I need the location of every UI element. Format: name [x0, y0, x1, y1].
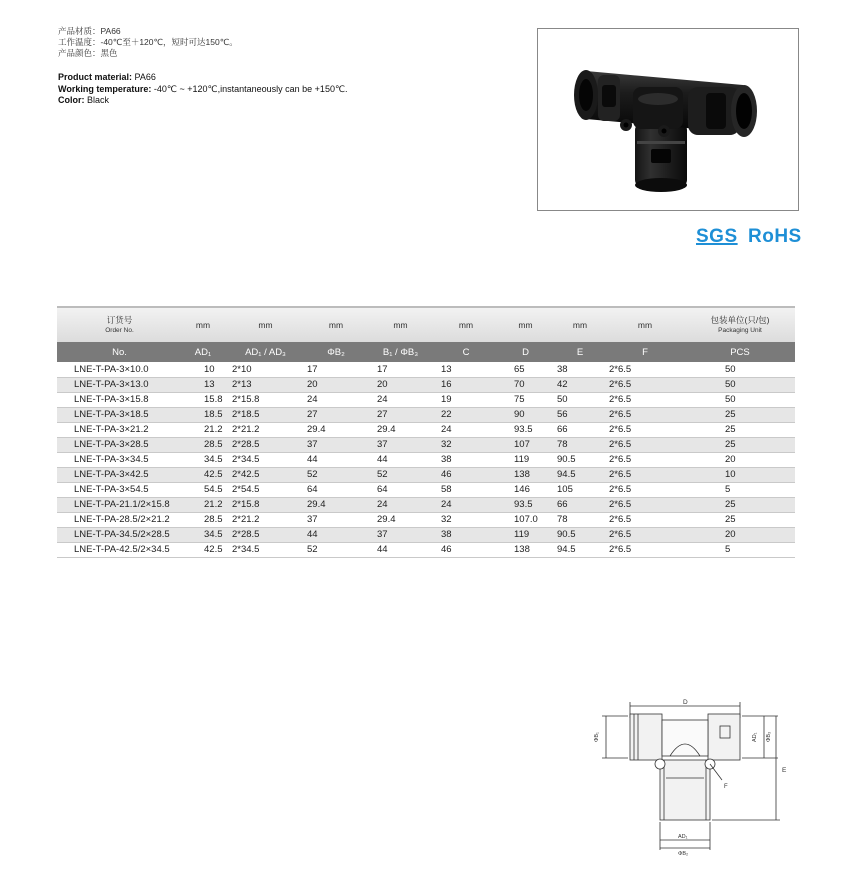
table-cell: 28.5	[182, 437, 224, 452]
table-cell: 19	[436, 392, 496, 407]
unit-cell: mm	[307, 307, 365, 342]
table-cell: 119	[496, 527, 555, 542]
black-tee-connector-photo-icon	[538, 29, 798, 210]
tee-dimension-drawing	[580, 698, 800, 858]
table-cell: LNE-T-PA-42.5/2×34.5	[57, 542, 182, 557]
table-cell: 2*6.5	[605, 482, 685, 497]
table-cell: 37	[307, 437, 365, 452]
column-header: C	[436, 342, 496, 362]
table-cell: 107	[496, 437, 555, 452]
table-cell: 25	[685, 407, 795, 422]
table-cell: 29.4	[365, 422, 436, 437]
column-header: B₁ / ΦB₃	[365, 342, 436, 362]
table-cell: 25	[685, 422, 795, 437]
table-cell: 37	[307, 512, 365, 527]
column-header: AD₁ / AD₃	[224, 342, 307, 362]
unit-header-row	[57, 307, 795, 342]
table-row	[57, 467, 795, 482]
order-header-cn: 订货号	[106, 314, 133, 325]
dim-label-b2: ΦB₂	[678, 851, 689, 857]
unit-cell: mm	[436, 307, 496, 342]
table-cell: 65	[496, 362, 555, 377]
packaging-header-en: Packaging Unit	[718, 326, 762, 334]
table-cell: 75	[496, 392, 555, 407]
table-cell: 90.5	[555, 527, 605, 542]
table-cell: 10	[182, 362, 224, 377]
order-header	[57, 307, 182, 342]
table-cell: 29.4	[307, 497, 365, 512]
table-cell: 34.5	[182, 527, 224, 542]
material-value: PA66	[132, 72, 156, 82]
table-cell: 138	[496, 542, 555, 557]
column-header: AD₁	[182, 342, 224, 362]
table-cell: 13	[182, 377, 224, 392]
material-label: Product material:	[58, 72, 133, 82]
table-cell: 2*21.2	[224, 512, 307, 527]
table-cell: 2*6.5	[605, 512, 685, 527]
table-cell: 2*6.5	[605, 422, 685, 437]
table-cell: 20	[307, 377, 365, 392]
table-cell: 46	[436, 542, 496, 557]
tee-dimension-drawing-icon	[580, 698, 800, 858]
table-cell: 32	[436, 437, 496, 452]
material-en	[58, 72, 348, 84]
table-cell: 2*6.5	[605, 362, 685, 377]
table-cell: 44	[307, 452, 365, 467]
table-cell: 24	[436, 422, 496, 437]
table-cell: 21.2	[182, 422, 224, 437]
table-cell: 25	[685, 512, 795, 527]
table-row	[57, 407, 795, 422]
table-cell: 24	[307, 392, 365, 407]
table-cell: 20	[685, 452, 795, 467]
table-cell: 34.5	[182, 452, 224, 467]
table-cell: 50	[555, 392, 605, 407]
unit-cell: mm	[182, 307, 224, 342]
table-cell: LNE-T-PA-34.5/2×28.5	[57, 527, 182, 542]
order-header-en: Order No.	[105, 326, 134, 334]
dim-label-ad1: AD₁	[752, 732, 758, 742]
temperature-en	[58, 84, 348, 96]
dim-label-b1: ΦB₁	[594, 732, 600, 742]
table-cell: 22	[436, 407, 496, 422]
table-cell: 138	[496, 467, 555, 482]
table-cell: 2*6.5	[605, 407, 685, 422]
table-cell: 25	[685, 437, 795, 452]
table-cell: 107.0	[496, 512, 555, 527]
table-cell: 27	[307, 407, 365, 422]
table-cell: 25	[685, 497, 795, 512]
table-cell: 119	[496, 452, 555, 467]
table-cell: 17	[307, 362, 365, 377]
table-cell: LNE-T-PA-3×10.0	[57, 362, 182, 377]
table-cell: 2*15.8	[224, 392, 307, 407]
material-cn: 产品材质：PA66	[58, 26, 121, 36]
table-row	[57, 482, 795, 497]
table-cell: 24	[436, 497, 496, 512]
temperature-label: Working temperature:	[58, 83, 152, 94]
table-row	[57, 422, 795, 437]
table-cell: 2*6.5	[605, 542, 685, 557]
unit-cell: mm	[224, 307, 307, 342]
table-row	[57, 362, 795, 377]
unit-cell: mm	[496, 307, 555, 342]
table-cell: 90.5	[555, 452, 605, 467]
table-cell: 78	[555, 512, 605, 527]
table-cell: LNE-T-PA-3×13.0	[57, 377, 182, 392]
table-cell: 2*6.5	[605, 467, 685, 482]
table-cell: 13	[436, 362, 496, 377]
table-cell: 64	[307, 482, 365, 497]
table-cell: 37	[365, 527, 436, 542]
table-cell: 29.4	[307, 422, 365, 437]
dim-label-e: E	[782, 767, 787, 774]
specs-chinese	[58, 26, 238, 59]
unit-cell: mm	[605, 307, 685, 342]
table-cell: 2*21.2	[224, 422, 307, 437]
table-cell: LNE-T-PA-3×42.5	[57, 467, 182, 482]
table-cell: LNE-T-PA-21.1/2×15.8	[57, 497, 182, 512]
table-cell: 93.5	[496, 497, 555, 512]
temperature-value: -40℃ ~ +120℃,instantaneously can be +150℃.	[151, 83, 348, 94]
table-cell: 42	[555, 377, 605, 392]
table-cell: 17	[365, 362, 436, 377]
table-cell: 2*6.5	[605, 497, 685, 512]
table-cell: 24	[365, 392, 436, 407]
table-cell: 94.5	[555, 467, 605, 482]
table-cell: 52	[307, 542, 365, 557]
table-row	[57, 377, 795, 392]
dim-label-b3: ΦB₃	[766, 731, 772, 742]
dim-label-ad1-bottom: AD₁	[678, 834, 688, 840]
table-cell: LNE-T-PA-3×18.5	[57, 407, 182, 422]
table-cell: 2*6.5	[605, 377, 685, 392]
table-cell: 54.5	[182, 482, 224, 497]
table-cell: 44	[365, 452, 436, 467]
table-cell: 90	[496, 407, 555, 422]
column-header: PCS	[685, 342, 795, 362]
table-cell: 2*6.5	[605, 452, 685, 467]
table-cell: 94.5	[555, 542, 605, 557]
table-cell: 2*15.8	[224, 497, 307, 512]
dim-label-f: F	[724, 784, 728, 790]
column-header: D	[496, 342, 555, 362]
table-cell: 38	[555, 362, 605, 377]
table-cell: 38	[436, 527, 496, 542]
table-cell: 2*34.5	[224, 542, 307, 557]
table-cell: 50	[685, 392, 795, 407]
rohs-certification: RoHS	[748, 226, 802, 247]
dim-label-d: D	[683, 699, 688, 706]
table-row	[57, 497, 795, 512]
table-cell: 52	[307, 467, 365, 482]
table-cell: LNE-T-PA-3×21.2	[57, 422, 182, 437]
column-header: F	[605, 342, 685, 362]
table-cell: LNE-T-PA-28.5/2×21.2	[57, 512, 182, 527]
table-cell: 5	[685, 542, 795, 557]
table-cell: 20	[365, 377, 436, 392]
table-cell: 42.5	[182, 467, 224, 482]
color-cn: 产品颜色：黑色	[58, 48, 118, 58]
table-row	[57, 392, 795, 407]
table-cell: 2*34.5	[224, 452, 307, 467]
order-table	[57, 306, 795, 558]
table-body	[57, 362, 795, 557]
table-cell: 146	[496, 482, 555, 497]
table-cell: 2*18.5	[224, 407, 307, 422]
temperature-cn: 工作温度：-40℃至＋120℃，短时可达150℃。	[58, 37, 238, 47]
table-cell: LNE-T-PA-3×54.5	[57, 482, 182, 497]
column-header-row	[57, 342, 795, 362]
table-cell: 16	[436, 377, 496, 392]
table-cell: 5	[685, 482, 795, 497]
table-cell: 2*28.5	[224, 527, 307, 542]
table-cell: LNE-T-PA-3×28.5	[57, 437, 182, 452]
table-row	[57, 437, 795, 452]
color-label: Color:	[58, 95, 85, 105]
table-row	[57, 512, 795, 527]
table-cell: 50	[685, 377, 795, 392]
table-cell: 46	[436, 467, 496, 482]
table-cell: 2*54.5	[224, 482, 307, 497]
table-cell: 52	[365, 467, 436, 482]
sgs-certification: SGS	[696, 226, 738, 247]
table-cell: 28.5	[182, 512, 224, 527]
table-cell: 58	[436, 482, 496, 497]
table-cell: 44	[307, 527, 365, 542]
table-cell: 2*28.5	[224, 437, 307, 452]
table-cell: 32	[436, 512, 496, 527]
table-cell: 37	[365, 437, 436, 452]
product-photo	[537, 28, 799, 211]
table-cell: 42.5	[182, 542, 224, 557]
column-header: No.	[57, 342, 182, 362]
table-cell: 2*6.5	[605, 392, 685, 407]
table-cell: 66	[555, 497, 605, 512]
specs-english	[58, 72, 348, 107]
table-cell: 2*6.5	[605, 527, 685, 542]
table-cell: 21.2	[182, 497, 224, 512]
table-cell: 50	[685, 362, 795, 377]
color-en	[58, 95, 348, 107]
table-cell: 78	[555, 437, 605, 452]
column-header: ΦB₂	[307, 342, 365, 362]
packaging-header-cn: 包装单位(只/包)	[710, 314, 770, 325]
table-cell: 20	[685, 527, 795, 542]
table-cell: 2*42.5	[224, 467, 307, 482]
table-cell: 66	[555, 422, 605, 437]
table-cell: 24	[365, 497, 436, 512]
table-cell: LNE-T-PA-3×34.5	[57, 452, 182, 467]
color-value: Black	[84, 95, 110, 105]
table-cell: 44	[365, 542, 436, 557]
table-cell: 2*10	[224, 362, 307, 377]
table-cell: 38	[436, 452, 496, 467]
table-cell: 56	[555, 407, 605, 422]
table-cell: 2*13	[224, 377, 307, 392]
unit-cell: mm	[555, 307, 605, 342]
table-cell: 2*6.5	[605, 437, 685, 452]
unit-cell: mm	[365, 307, 436, 342]
table-cell: 64	[365, 482, 436, 497]
table-row	[57, 452, 795, 467]
table-cell: 27	[365, 407, 436, 422]
table-cell: 10	[685, 467, 795, 482]
table-row	[57, 527, 795, 542]
table-cell: 18.5	[182, 407, 224, 422]
table-cell: 105	[555, 482, 605, 497]
table-cell: 15.8	[182, 392, 224, 407]
table-cell: 93.5	[496, 422, 555, 437]
table-cell: LNE-T-PA-3×15.8	[57, 392, 182, 407]
table-row	[57, 542, 795, 557]
packaging-header	[685, 307, 795, 342]
column-header: E	[555, 342, 605, 362]
table-cell: 70	[496, 377, 555, 392]
table-cell: 29.4	[365, 512, 436, 527]
